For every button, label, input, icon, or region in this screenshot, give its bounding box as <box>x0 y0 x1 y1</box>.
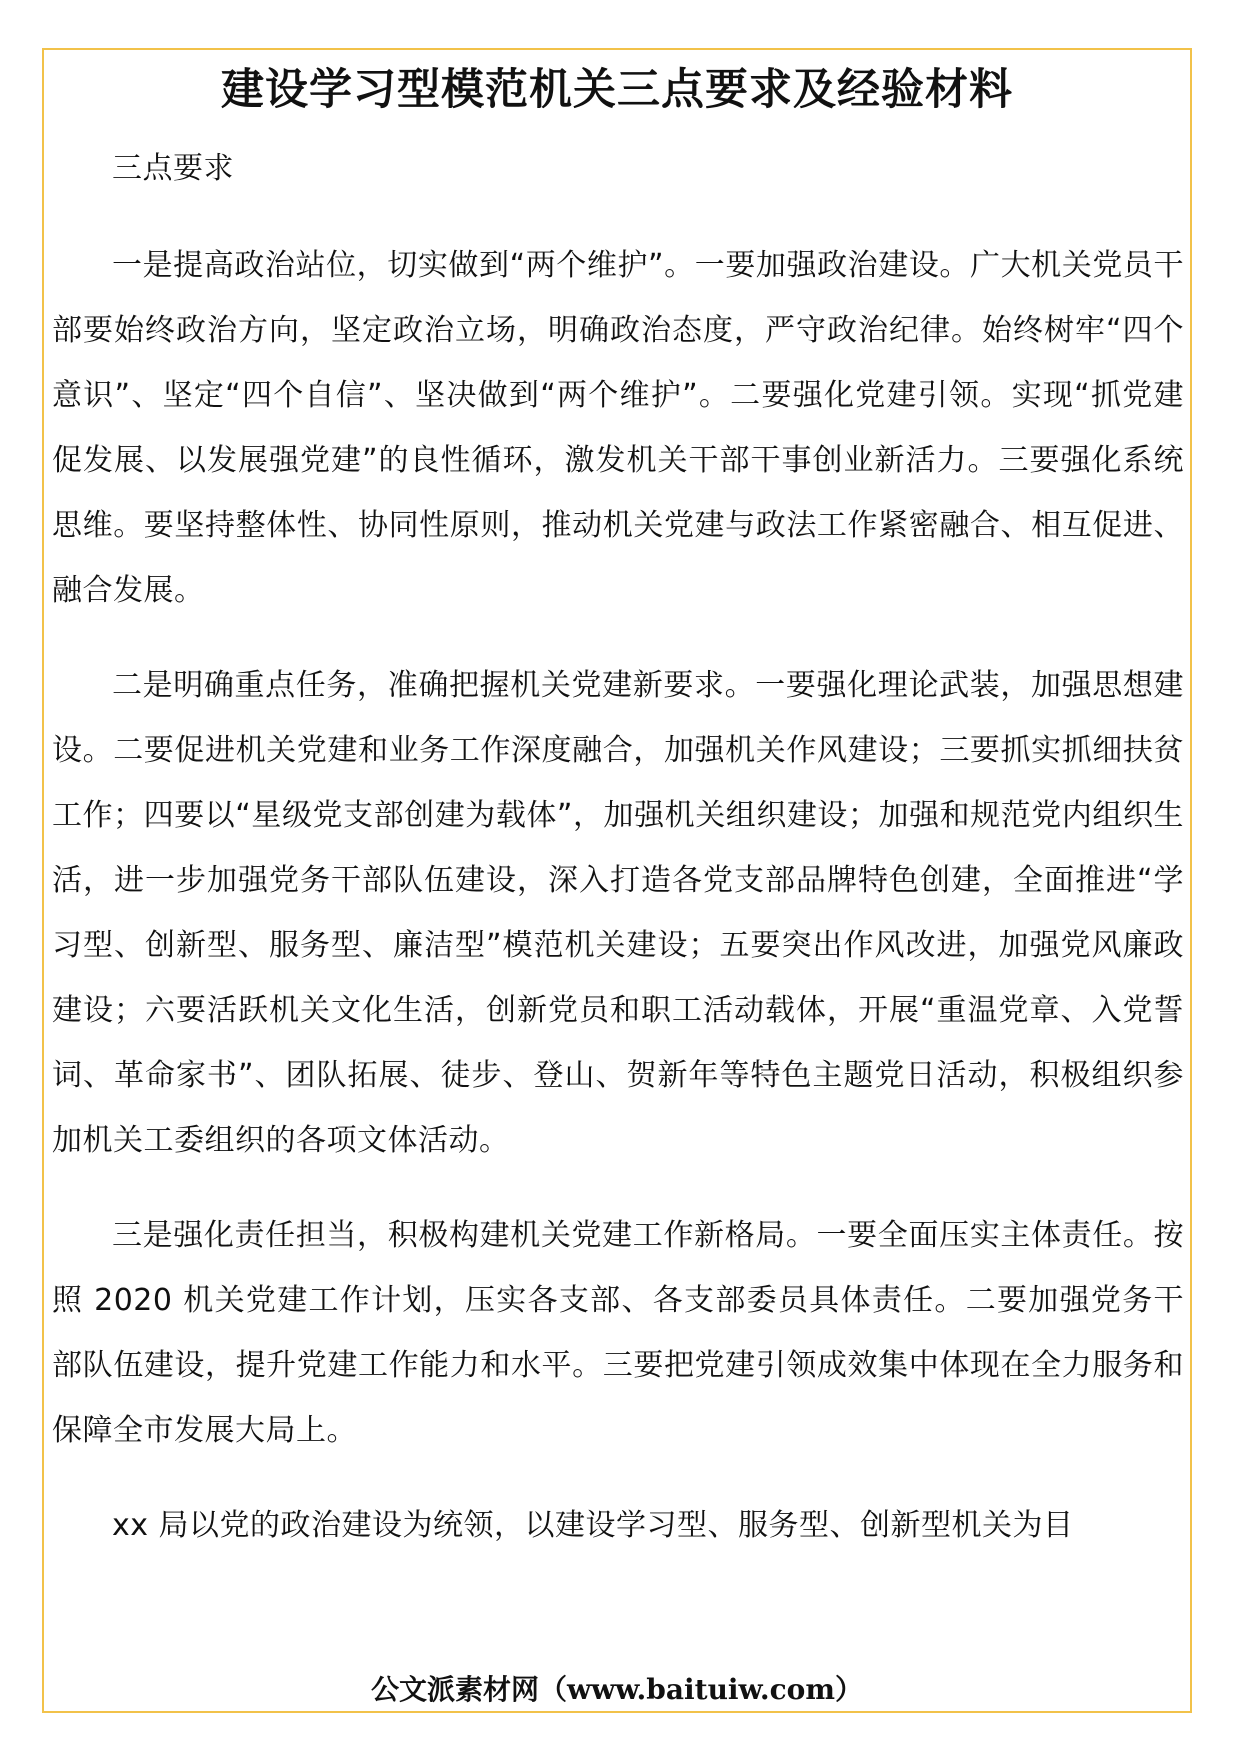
body-paragraph-2: 二是明确重点任务，准确把握机关党建新要求。一要强化理论武装，加强思想建设。二要促进机关党建和业务工作深度融合，加强机关作风建设；三要抓实抓细扶贫工作；四要以“星级党支部创建为载体”，加强机关组织建设；加强和规范党内组织生活，进一步加强党务干部队伍建设，深入打造各党支部品牌特色创建，全面推进“学习型、创新型、服务型、廉洁型”模范机关建设；五要突出作风改进，加强党风廉政建设；六要活跃机关文化生活，创新党员和职工活动载体，开展“重温党章、入党誓词、革命家书”、团队拓展、徒步、登山、贺新年等特色主题党日活动，积极组织参加机关工委组织的各项文体活动。 <box>52 668 1184 1158</box>
body-paragraph-1: 一是提高政治站位，切实做到“两个维护”。一要加强政治建设。广大机关党员干部要始终政治方向，坚定政治立场，明确政治态度，严守政治纪律。始终树牢“四个意识”、坚定“四个自信”、坚决做到“两个维护”。二要强化党建引领。实现“抓党建促发展、以发展强党建”的良性循环，激发机关干部干事创业新活力。三要强化系统思维。要坚持整体性、协同性原则，推动机关党建与政法工作紧密融合、相互促进、融合发展。 <box>52 248 1184 608</box>
body-paragraph-4: xx 局以党的政治建设为统领，以建设学习型、服务型、创新型机关为目 <box>112 1508 1074 1543</box>
document-body <box>52 136 1184 1588</box>
body-paragraph-3: 三是强化责任担当，积极构建机关党建工作新格局。一要全面压实主体责任。按照 2020 机关党建工作计划，压实各支部、各支部委员具体责任。二要加强党务干部队伍建设，提升党建工作能力和水平。三要把党建引领成效集中体现在全力服务和保障全市发展大局上。 <box>52 1218 1184 1448</box>
document-title: 建设学习型模范机关三点要求及经验材料 <box>221 65 1013 115</box>
footer-source: 公文派素材网（www.baituiw.com） <box>371 1673 863 1706</box>
section-subheading: 三点要求 <box>112 151 234 186</box>
